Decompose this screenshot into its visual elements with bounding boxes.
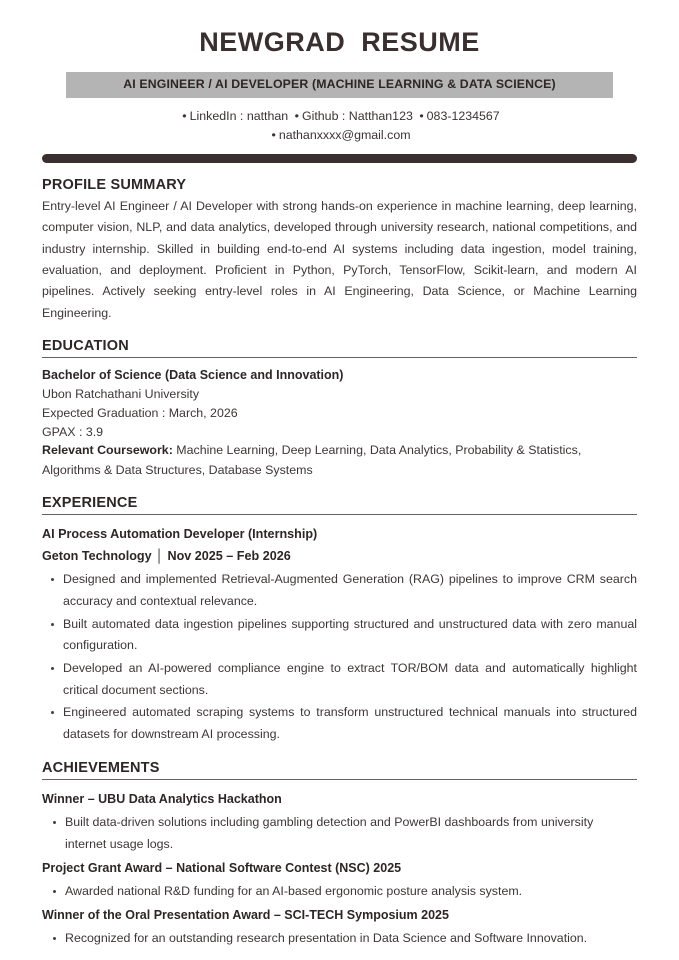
section-title-experience: EXPERIENCE: [42, 495, 138, 512]
list-item: Built data-driven solutions including gambling detection and PowerBI dashboards from university internet usage logs.: [42, 812, 637, 855]
contact-phone[interactable]: 083-1234567: [426, 108, 500, 123]
section-title-achievements: ACHIEVEMENTS: [42, 759, 160, 776]
profile-summary-text: Entry-level AI Engineer / AI Developer with strong hands-on experience in machine learning, deep learning, computer vision, NLP, and data analytics, developed through university research, national competitions, and industry internship. Skilled in building end-to-end AI systems including data ingestion, model training, evaluation, and deployment. Proficient in Python, PyTorch, TensorFlow, Scikit-learn, and modern AI pipelines. Actively seeking entry-level roles in AI Engineering, Data Science, or Machine Learning Engineering.: [42, 198, 637, 320]
experience-company: Geton Technology: [42, 549, 152, 564]
separator-icon: │: [155, 549, 164, 564]
bullet-icon-2: •: [294, 108, 299, 123]
section-rule-experience: [42, 514, 637, 515]
list-item: Recognized for an outstanding research presentation in Data Science and Software Innovation.: [42, 928, 637, 950]
achievement-heading: Winner – UBU Data Analytics Hackathon: [42, 791, 282, 806]
bullet-icon-1: •: [182, 108, 187, 123]
list-item: Designed and implemented Retrieval-Augmented Generation (RAG) pipelines to improve CRM search accuracy and contextual relevance.: [42, 569, 637, 612]
achievement-heading: Winner of the Oral Presentation Award – SCI-TECH Symposium 2025: [42, 907, 449, 922]
education-degree: Bachelor of Science (Data Science and Innovation): [42, 367, 344, 382]
achievement-bullet-list: [42, 928, 637, 950]
list-item: Awarded national R&D funding for an AI-based ergonomic posture analysis system.: [42, 881, 637, 903]
contact-info: [42, 107, 637, 145]
list-item: Engineered automated scraping systems to transform unstructured technical manuals into structured datasets for downstream AI processing.: [42, 702, 637, 745]
education-graduation: Expected Graduation : March, 2026: [42, 405, 238, 420]
education-university: Ubon Ratchathani University: [42, 386, 200, 401]
experience-company-dates: [42, 545, 637, 567]
coursework-list: Machine Learning, Deep Learning, Data Analytics, Probability & Statistics, Algorithms & Data Structures, Database Systems: [42, 443, 582, 478]
contact-linkedin[interactable]: LinkedIn : natthan: [189, 108, 289, 123]
achievement-bullet-list: [42, 812, 637, 855]
achievement-heading: Project Grant Award – National Software Contest (NSC) 2025: [42, 860, 402, 875]
experience-bullet-list: [42, 569, 637, 746]
list-item: Developed an AI-powered compliance engine to extract TOR/BOM data and automatically highlight critical document sections.: [42, 658, 637, 701]
section-experience: [42, 495, 637, 746]
header-divider: [42, 154, 637, 163]
coursework-label: Relevant Coursework:: [42, 443, 173, 458]
education-gpax: GPAX : 3.9: [42, 424, 104, 439]
experience-dates: Nov 2025 – Feb 2026: [167, 549, 291, 564]
bullet-icon-3: •: [419, 108, 424, 123]
achievement-bullet-list: [42, 881, 637, 903]
contact-email[interactable]: nathanxxxx@gmail.com: [278, 127, 411, 142]
section-title-education: EDUCATION: [42, 337, 129, 354]
section-achievements: [42, 760, 637, 950]
bullet-icon-4: •: [271, 127, 276, 142]
section-title-profile: PROFILE SUMMARY: [42, 176, 187, 193]
section-rule-achievements: [42, 779, 637, 780]
experience-job-title: AI Process Automation Developer (Internship): [42, 527, 318, 542]
contact-github[interactable]: Github : Natthan123: [301, 108, 413, 123]
section-education: [42, 338, 637, 481]
section-profile-summary: [42, 177, 637, 324]
section-rule-education: [42, 357, 637, 358]
list-item: Built automated data ingestion pipelines supporting structured and unstructured data with zero manual configuration.: [42, 614, 637, 657]
role-badge: AI ENGINEER / AI DEVELOPER (MACHINE LEARNING & DATA SCIENCE): [66, 72, 613, 98]
page-title: NEWGRAD RESUME: [199, 27, 480, 57]
education-coursework: [42, 441, 637, 481]
